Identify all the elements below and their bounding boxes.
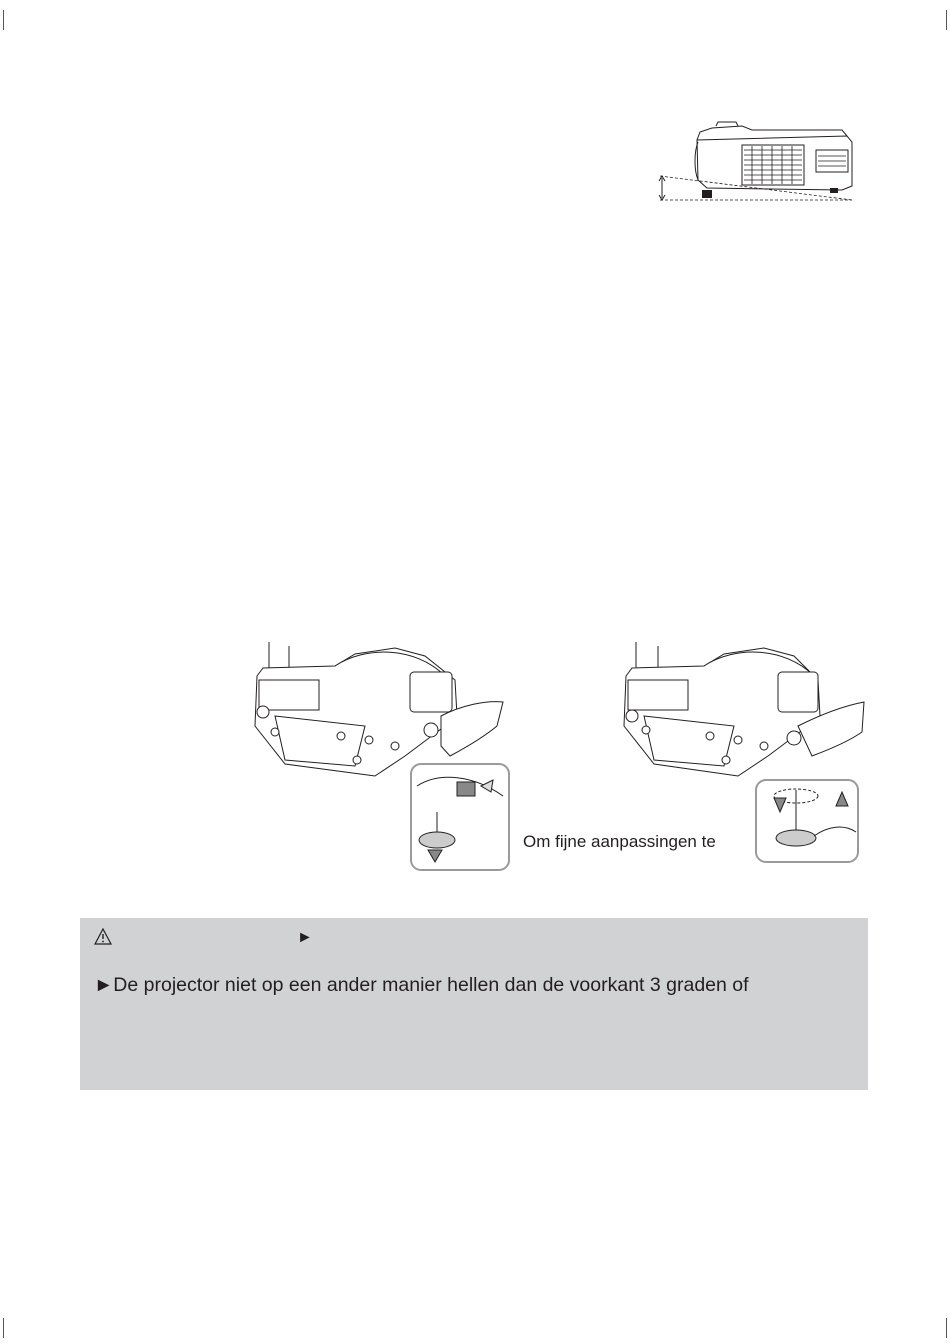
- adjuster-release-illustration: [245, 636, 515, 876]
- warning-marker: ►: [297, 929, 313, 946]
- warning-text: ►De projector niet op een ander manier hellen dan de voorkant 3 graden of: [94, 974, 749, 996]
- projector-tilt-illustration: [652, 120, 857, 208]
- warning-header: [94, 926, 394, 948]
- fine-adjust-caption: Om fijne aanpassingen te: [523, 832, 716, 851]
- crop-mark-top-right: [946, 10, 947, 30]
- warning-box: [80, 918, 868, 1090]
- crop-mark-bottom-right: [946, 1318, 947, 1338]
- crop-mark-top-left: [3, 10, 4, 30]
- crop-mark-bottom-left: [3, 1318, 4, 1338]
- warning-triangle-icon: [94, 928, 112, 945]
